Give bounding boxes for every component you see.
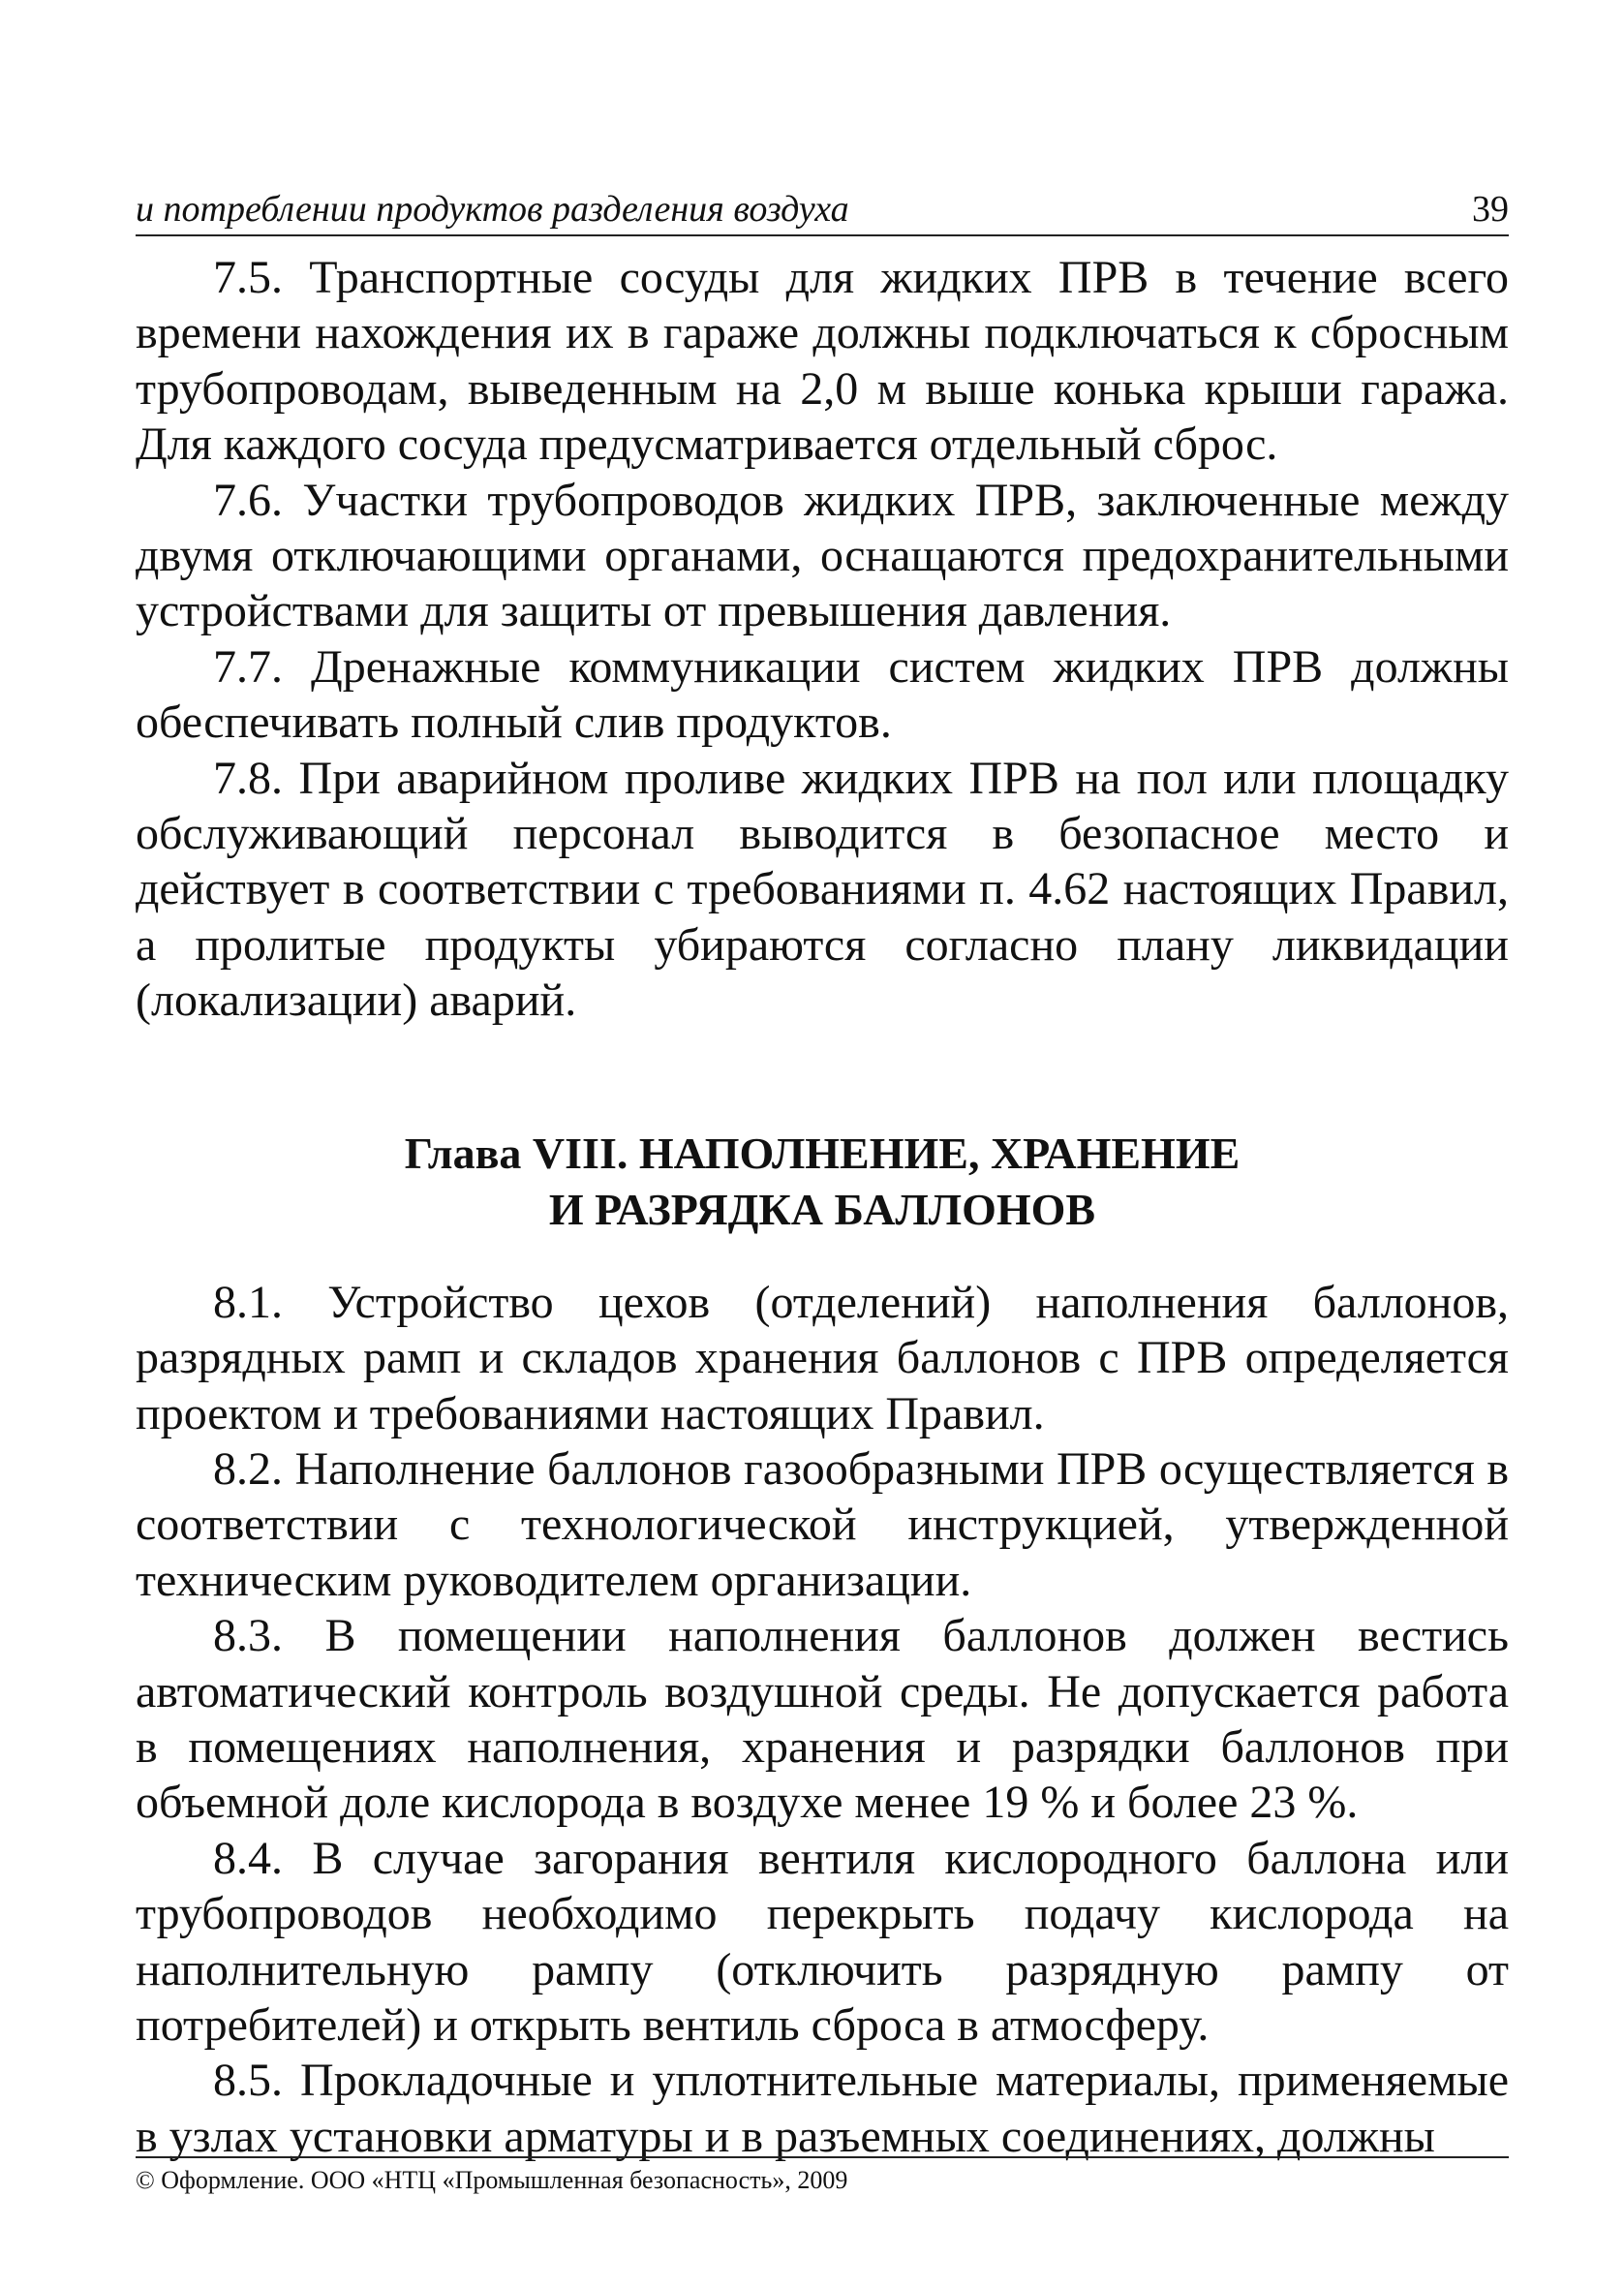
paragraph-7-7: 7.7. Дренажные коммуникации систем жидких ПРВ должны обеспечивать полный слив продуктов. — [136, 640, 1509, 749]
paragraph-8-4: 8.4. В случае загорания вентиля кислородного баллона или трубопроводов необходимо перекрыть подачу кислорода на наполнительную рампу (отключить разрядную рампу от потребителей) и открыть вентиль сброса в атмосферу. — [136, 1832, 1509, 2051]
running-header — [136, 184, 1509, 236]
page-footer — [136, 2156, 1509, 2195]
footer-copyright: © Оформление. ООО «НТЦ «Промышленная безопасность», 2009 — [136, 2166, 848, 2194]
paragraph-8-3: 8.3. В помещении наполнения баллонов должен вестись автоматический контроль воздушной среды. Не допускается работа в помещениях наполнения, хранения и разрядки баллонов при объемной доле кислорода в воздухе менее 19 % и более 23 %. — [136, 1610, 1509, 1829]
paragraph-8-5: 8.5. Прокладочные и уплотнительные материалы, применяемые в узлах установки арматуры и в разъемных соединениях, должны — [136, 2055, 1509, 2162]
body-text — [136, 250, 1509, 2164]
chapter-heading — [136, 1126, 1509, 1238]
paragraph-8-1: 8.1. Устройство цехов (отделений) наполнения баллонов, разрядных рамп и складов хранения баллонов с ПРВ определяется проектом и требованиями настоящих Правил. — [136, 1276, 1509, 1439]
chapter-heading-line-1: Глава VIII. НАПОЛНЕНИЕ, ХРАНЕНИЕ — [404, 1128, 1241, 1178]
paragraph-7-8: 7.8. При аварийном проливе жидких ПРВ на пол или площадку обслуживающий персонал выводится в безопасное место и действует в соответствии с требованиями п. 4.62 настоящих Правил, а пролитые продукты убираются согласно плану ликвидации (локализации) аварий. — [136, 752, 1509, 1027]
running-title: и потреблении продуктов разделения воздуха — [136, 189, 849, 230]
chapter-heading-line-2: И РАЗРЯДКА БАЛЛОНОВ — [548, 1184, 1096, 1234]
page-number: 39 — [1472, 189, 1509, 230]
paragraph-8-2: 8.2. Наполнение баллонов газообразными ПРВ осуществляется в соответствии с технологической инструкцией, утвержденной техническим руководителем организации. — [136, 1442, 1509, 1606]
paragraph-7-6: 7.6. Участки трубопроводов жидких ПРВ, заключенные между двумя отключающими органами, оснащаются предохранительными устройствами для защиты от превышения давления. — [136, 474, 1509, 637]
paragraph-7-5: 7.5. Транспортные сосуды для жидких ПРВ в течение всего времени нахождения их в гараже должны подключаться к сбросным трубопроводам, выведенным на 2,0 м выше конька крыши гаража. Для каждого сосуда предусматривается отдельный сброс. — [136, 252, 1509, 471]
